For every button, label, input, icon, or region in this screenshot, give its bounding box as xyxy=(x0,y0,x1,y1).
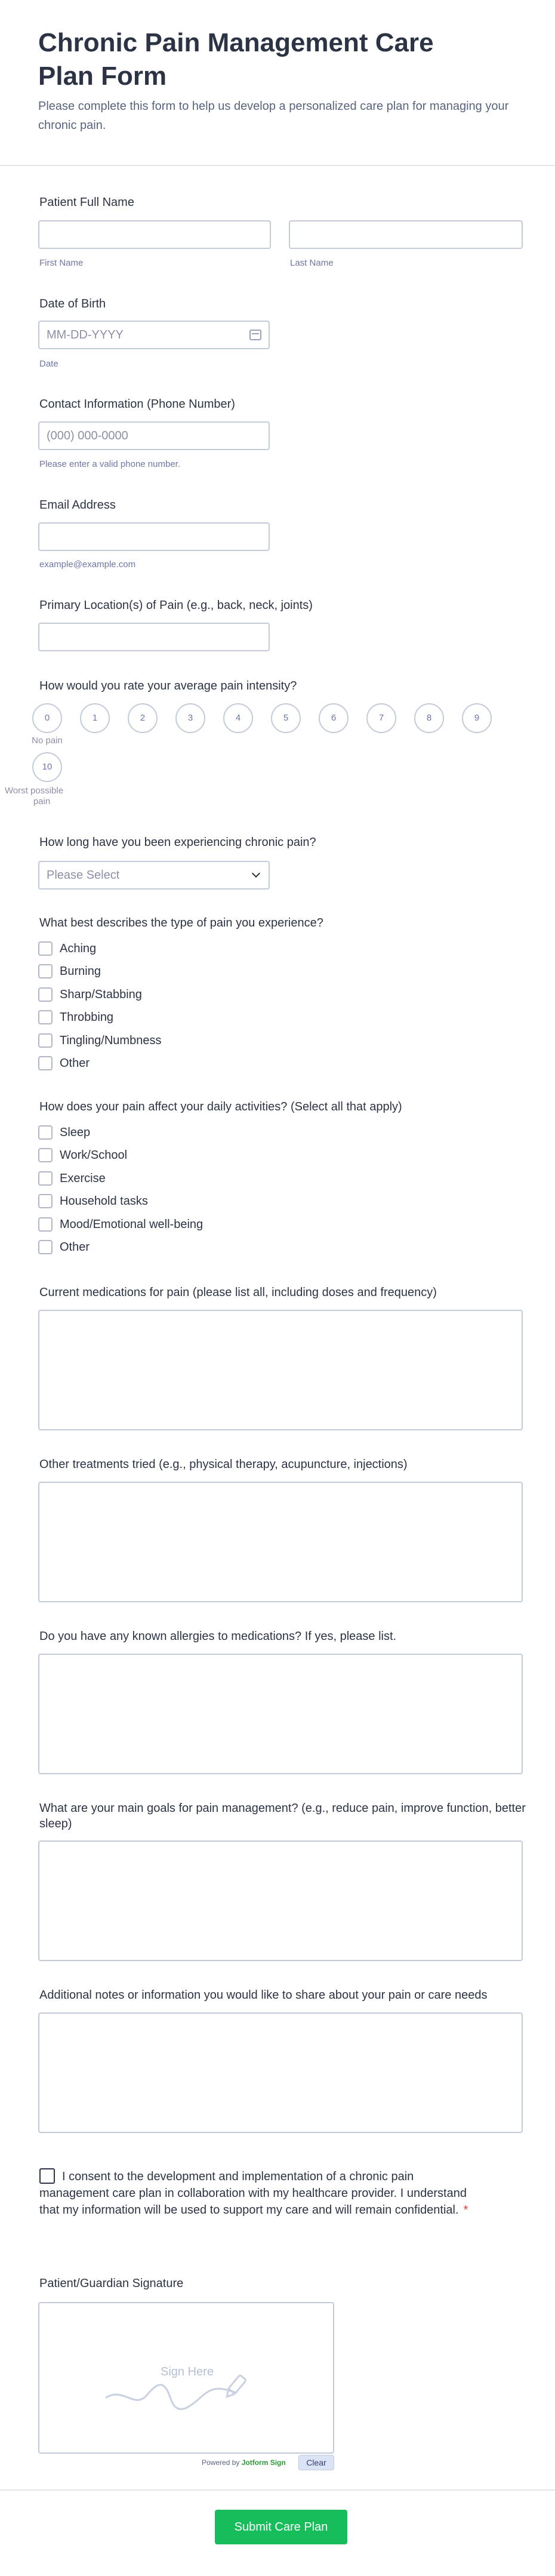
email-sublabel: example@example.com xyxy=(39,559,136,570)
pain-location-input[interactable] xyxy=(38,623,270,651)
medications-textarea[interactable] xyxy=(38,1310,523,1430)
first-name-sublabel: First Name xyxy=(39,258,84,268)
chevron-down-icon xyxy=(252,869,260,878)
pain-intensity-label: How would you rate your average pain intensity? xyxy=(39,679,297,693)
scale-option-2[interactable]: 2 xyxy=(128,703,158,733)
full-name-label: Patient Full Name xyxy=(39,196,134,209)
email-label: Email Address xyxy=(39,498,116,512)
checkbox[interactable] xyxy=(38,987,53,1002)
scale-option-7[interactable]: 7 xyxy=(366,703,396,733)
checkbox[interactable] xyxy=(38,1033,53,1048)
signature-label: Patient/Guardian Signature xyxy=(39,2277,184,2290)
phone-sublabel: Please enter a valid phone number. xyxy=(39,459,180,469)
email-input[interactable] xyxy=(38,522,270,551)
consent-text: I consent to the development and implementation of a chronic pain management care plan in collaboration with my healthcare provider. I understand that my information will be used to support my care and will remain confidential. * xyxy=(39,2170,468,2217)
form-header xyxy=(0,0,555,166)
checkbox[interactable] xyxy=(38,1056,53,1070)
phone-label: Contact Information (Phone Number) xyxy=(39,398,235,411)
allergies-label: Do you have any known allergies to medications? If yes, please list. xyxy=(39,1630,397,1643)
activities-label: How does your pain affect your daily activities? (Select all that apply) xyxy=(39,1100,402,1113)
pain-duration-label: How long have you been experiencing chronic pain? xyxy=(39,836,316,849)
signature-pad[interactable] xyxy=(38,2302,334,2454)
form-footer xyxy=(0,2489,555,2576)
dob-input[interactable] xyxy=(38,321,270,349)
pain-type-label: What best describes the type of pain you experience? xyxy=(39,916,323,930)
goals-label: What are your main goals for pain management? (e.g., reduce pain, improve function, better sleep) xyxy=(39,1802,526,1830)
treatments-textarea[interactable] xyxy=(38,1482,523,1602)
checkbox[interactable] xyxy=(38,1194,53,1208)
checkbox[interactable] xyxy=(38,1171,53,1186)
pain-duration-select[interactable] xyxy=(38,861,270,890)
last-name-sublabel: Last Name xyxy=(290,258,334,268)
checkbox[interactable] xyxy=(38,1010,53,1024)
goals-textarea[interactable] xyxy=(38,1841,523,1961)
treatments-label: Other treatments tried (e.g., physical therapy, acupuncture, injections) xyxy=(39,1458,408,1471)
pain-location-label: Primary Location(s) of Pain (e.g., back, neck, joints) xyxy=(39,599,313,612)
scale-option-1[interactable]: 1 xyxy=(80,703,110,733)
scale-option-0[interactable]: 0 xyxy=(32,703,62,733)
scale-min-label: No pain xyxy=(32,735,63,746)
phone-input[interactable] xyxy=(38,421,270,450)
dob-label: Date of Birth xyxy=(39,297,106,310)
checkbox[interactable] xyxy=(38,1217,53,1232)
sign-here-text: Sign Here xyxy=(161,2365,214,2378)
checkbox[interactable] xyxy=(38,964,53,978)
scale-max-label: Worst possible pain xyxy=(4,786,64,807)
medications-label: Current medications for pain (please list all, including doses and frequency) xyxy=(39,1286,437,1299)
checkbox[interactable] xyxy=(38,1240,53,1254)
first-name-input[interactable] xyxy=(38,220,271,249)
scale-option-5[interactable]: 5 xyxy=(271,703,301,733)
notes-textarea[interactable] xyxy=(38,2012,523,2133)
pain-duration-placeholder: Please Select xyxy=(47,869,120,882)
scale-option-9[interactable]: 9 xyxy=(462,703,492,733)
scale-option-8[interactable]: 8 xyxy=(414,703,444,733)
required-mark: * xyxy=(463,2203,468,2217)
page-subtitle: Please complete this form to help us develop a personalized care plan for managing your chronic pain. xyxy=(38,100,509,132)
checkbox[interactable] xyxy=(38,1148,53,1162)
jotform-sign-brand: Jotform Sign xyxy=(241,2458,286,2467)
calendar-icon[interactable] xyxy=(249,330,261,340)
notes-label: Additional notes or information you would like to share about your pain or care needs xyxy=(39,1989,488,2002)
checkbox[interactable] xyxy=(38,941,53,956)
scale-option-10[interactable]: 10 xyxy=(32,752,62,782)
clear-signature-button[interactable]: Clear xyxy=(298,2455,334,2470)
allergies-textarea[interactable] xyxy=(38,1654,523,1774)
scale-option-3[interactable]: 3 xyxy=(175,703,205,733)
signature-illustration-icon xyxy=(99,2351,278,2411)
powered-by: Powered by Jotform Sign xyxy=(202,2458,286,2467)
dob-sublabel: Date xyxy=(39,359,58,369)
checkbox[interactable] xyxy=(38,1125,53,1140)
last-name-input[interactable] xyxy=(289,220,523,249)
page-title: Chronic Pain Management Care Plan Form xyxy=(38,28,434,91)
scale-option-6[interactable]: 6 xyxy=(319,703,349,733)
scale-option-4[interactable]: 4 xyxy=(223,703,253,733)
submit-button[interactable]: Submit Care Plan xyxy=(215,2510,347,2544)
